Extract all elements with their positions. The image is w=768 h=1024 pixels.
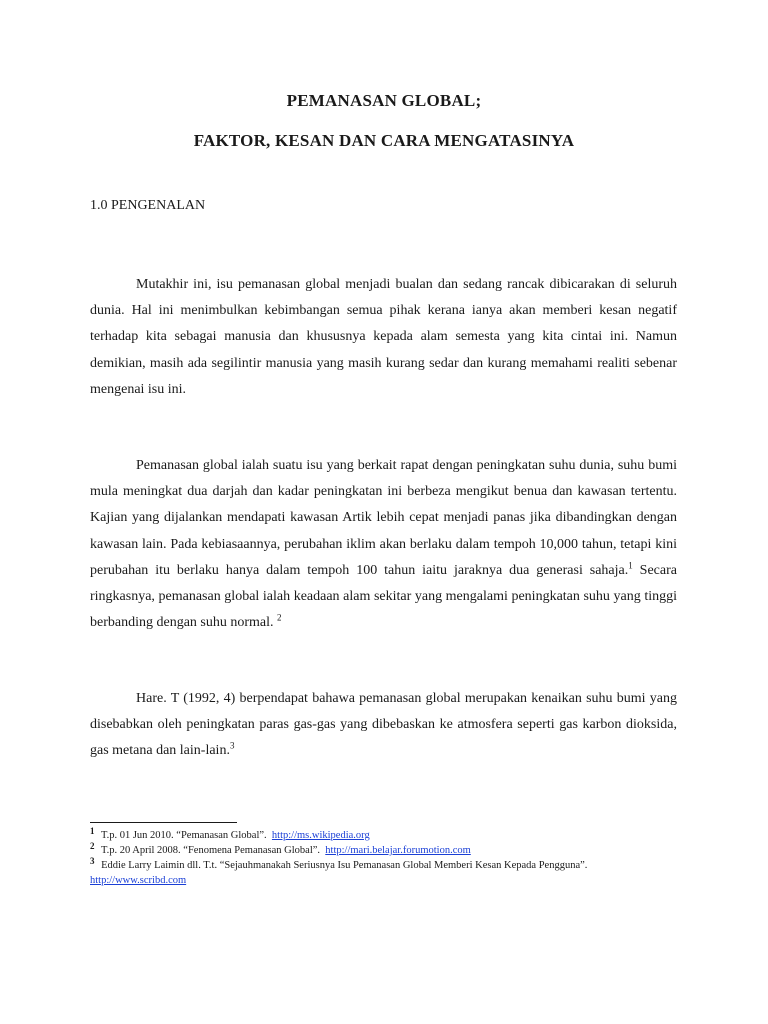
paragraph-2-text-a: Pemanasan global ialah suatu isu yang berkait rapat dengan peningkatan suhu dunia, suhu bumi mula meningkat dua darjah dan kadar peningkatan ini berbeza mengikut benua dan kawasan tertentu. Kajian yang dijalankan mendapati kawasan Artik lebih cepat menjadi panas jika dibandingkan dengan kawasan lain. Pada kebiasaannya, perubahan iklim akan berlaku dalam tempoh 10,000 tahun, tetapi kini perubahan itu berlaku hanya dalam tempoh 100 tahun iaitu jaraknya dua generasi sahaja. [90, 458, 677, 578]
footnote-link[interactable]: http://www.scribd.com [90, 875, 187, 886]
paragraph-3 [90, 686, 677, 765]
title-line-2: FAKTOR, KESAN DAN CARA MENGATASINYA [193, 131, 575, 150]
footnote-separator [90, 822, 237, 823]
paragraph-3-text: Hare. T (1992, 4) berpendapat bahawa pemanasan global merupakan kenaikan suhu bumi yang disebabkan oleh peningkatan paras gas-gas yang dibebaskan ke atmosfera seperti gas karbon dioksida, gas metana dan lain-lain. [90, 691, 677, 759]
footnote-1 [90, 825, 650, 843]
footnote-ref-3[interactable]: 3 [229, 740, 235, 751]
footnote-number: 3 [90, 855, 95, 866]
footnote-number: 2 [90, 840, 95, 851]
footnote-text: T.p. 20 April 2008. “Fenomena Pemanasan Global”. [100, 845, 321, 856]
paragraph-1 [90, 272, 677, 403]
footnote-text: Eddie Larry Laimin dll. T.t. “Sejauhmanakah Seriusnya Isu Pemanasan Global Memberi Kesan Kepada Pengguna”. [101, 860, 588, 871]
paragraph-1-text: Mutakhir ini, isu pemanasan global menjadi bualan dan sedang rancak dibicarakan di seluruh dunia. Hal ini menimbulkan kebimbangan semua pihak kerana ianya akan memberi kesan negatif terhadap kita sebagai manusia dan khususnya kepada alam semesta yang kita cintai ini. Namun demikian, masih ada segilintir manusia yang masih kurang sedar dan kurang memahami realiti sebenar mengenai isu ini. [90, 277, 677, 397]
footnote-2 [90, 840, 650, 858]
footnote-ref-1[interactable]: 1 [628, 560, 633, 571]
footnote-number: 1 [90, 825, 95, 836]
footnote-3 [90, 855, 650, 888]
paragraph-2-text-b: Secara ringkasnya, pemanasan global ialah keadaan alam sekitar yang mengalami peningkatan suhu yang tinggi berbanding dengan suhu normal. [90, 562, 677, 631]
footnote-ref-2[interactable]: 2 [277, 612, 282, 623]
footnotes [90, 825, 650, 888]
footnote-link[interactable]: http://mari.belajar.forumotion.com [325, 845, 471, 856]
footnote-link[interactable]: http://ms.wikipedia.org [271, 830, 370, 841]
footnote-text: T.p. 01 Jun 2010. “Pemanasan Global”. [100, 830, 267, 841]
paragraph-2 [90, 453, 677, 636]
title-line-1: PEMANASAN GLOBAL; [286, 91, 482, 110]
section-heading: 1.0 PENGENALAN [90, 198, 206, 213]
